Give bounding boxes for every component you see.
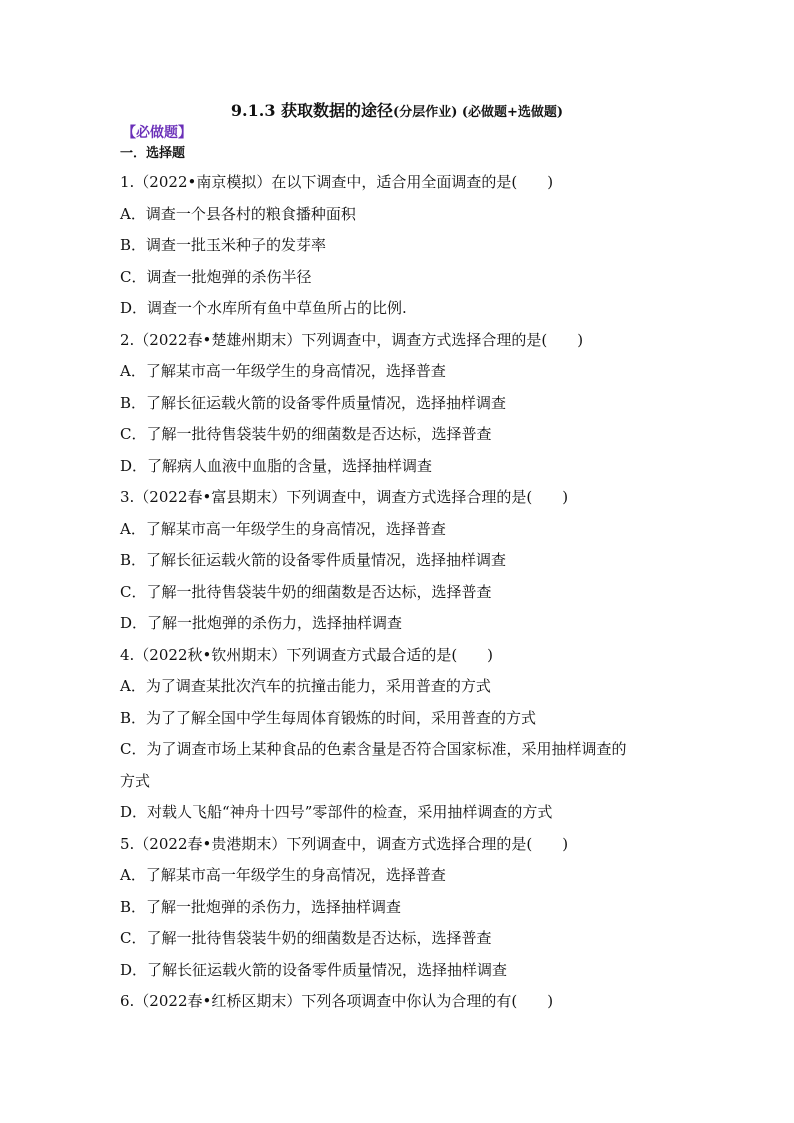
question-4-option-d: D．对载人飞船“神舟十四号”零部件的检查，采用抽样调查的方式	[120, 803, 553, 821]
question-4-option-c: C．为了调查市场上某种食品的色素含量是否符合国家标准，采用抽样调查的	[120, 740, 627, 758]
question-list	[120, 167, 680, 1018]
question-5-option-b: B．了解一批炮弹的杀伤力，选择抽样调查	[120, 897, 402, 916]
question-2-option-c: C．了解一批待售袋装牛奶的细菌数是否达标，选择普查	[120, 425, 492, 443]
question-3-option-a: A．了解某市高一年级学生的身高情况，选择普查	[120, 519, 446, 538]
question-1-option-d: D．调查一个水库所有鱼中草鱼所占的比例.	[120, 299, 407, 317]
question-2-stem: 2.（2022春•楚雄州期末）下列调查中，调查方式选择合理的是( )	[120, 330, 584, 349]
question-3-option-d: D．了解一批炮弹的杀伤力，选择抽样调查	[120, 614, 403, 632]
question-6-stem: 6.（2022春•红桥区期末）下列各项调查中你认为合理的有( )	[120, 992, 554, 1010]
question-4-stem: 4.（2022秋•钦州期末）下列调查方式最合适的是( )	[120, 645, 494, 664]
document-title	[0, 98, 794, 121]
required-section-tag: 【必做题】	[122, 125, 192, 141]
question-4-option-b: B．为了了解全国中学生每周体育锻炼的时间，采用普查的方式	[120, 708, 537, 727]
question-5-option-c: C．了解一批待售袋装牛奶的细菌数是否达标，选择普查	[120, 929, 492, 947]
section-heading: 一．选择题	[120, 146, 186, 161]
question-2-option-b: B．了解长征运载火箭的设备零件质量情况，选择抽样调查	[120, 393, 507, 412]
question-3-option-b: B．了解长征运载火箭的设备零件质量情况，选择抽样调查	[120, 551, 507, 569]
question-2-option-a: A．了解某市高一年级学生的身高情况，选择普查	[120, 362, 446, 380]
question-4-option-a: A．为了调查某批次汽车的抗撞击能力，采用普查的方式	[120, 677, 491, 695]
question-1-stem: 1.（2022•南京模拟）在以下调查中，适合用全面调查的是( )	[120, 173, 554, 191]
question-3-stem: 3.（2022春•富县期末）下列调查中，调查方式选择合理的是( )	[120, 488, 569, 506]
question-5-option-d: D．了解长征运载火箭的设备零件质量情况，选择抽样调查	[120, 960, 508, 979]
question-5-option-a: A．了解某市高一年级学生的身高情况，选择普查	[120, 866, 446, 884]
title-main: 9.1.3 获取数据的途径	[230, 101, 394, 120]
question-1-option-c: C．调查一批炮弹的杀伤半径	[120, 267, 312, 286]
question-1-option-a: A．调查一个县各村的粮食播种面积	[120, 204, 356, 223]
question-2-option-d: D．了解病人血液中血脂的含量，选择抽样调查	[120, 456, 433, 475]
question-4-option-c-continued: 方式	[120, 771, 151, 790]
question-3-option-c: C．了解一批待售袋装牛奶的细菌数是否达标，选择普查	[120, 582, 492, 601]
question-5-stem: 5.（2022春•贵港期末）下列调查中，调查方式选择合理的是( )	[120, 834, 569, 853]
question-1-option-b: B．调查一批玉米种子的发芽率	[120, 236, 327, 254]
title-subtitle: (分层作业) (必做题+选做题)	[393, 105, 564, 120]
